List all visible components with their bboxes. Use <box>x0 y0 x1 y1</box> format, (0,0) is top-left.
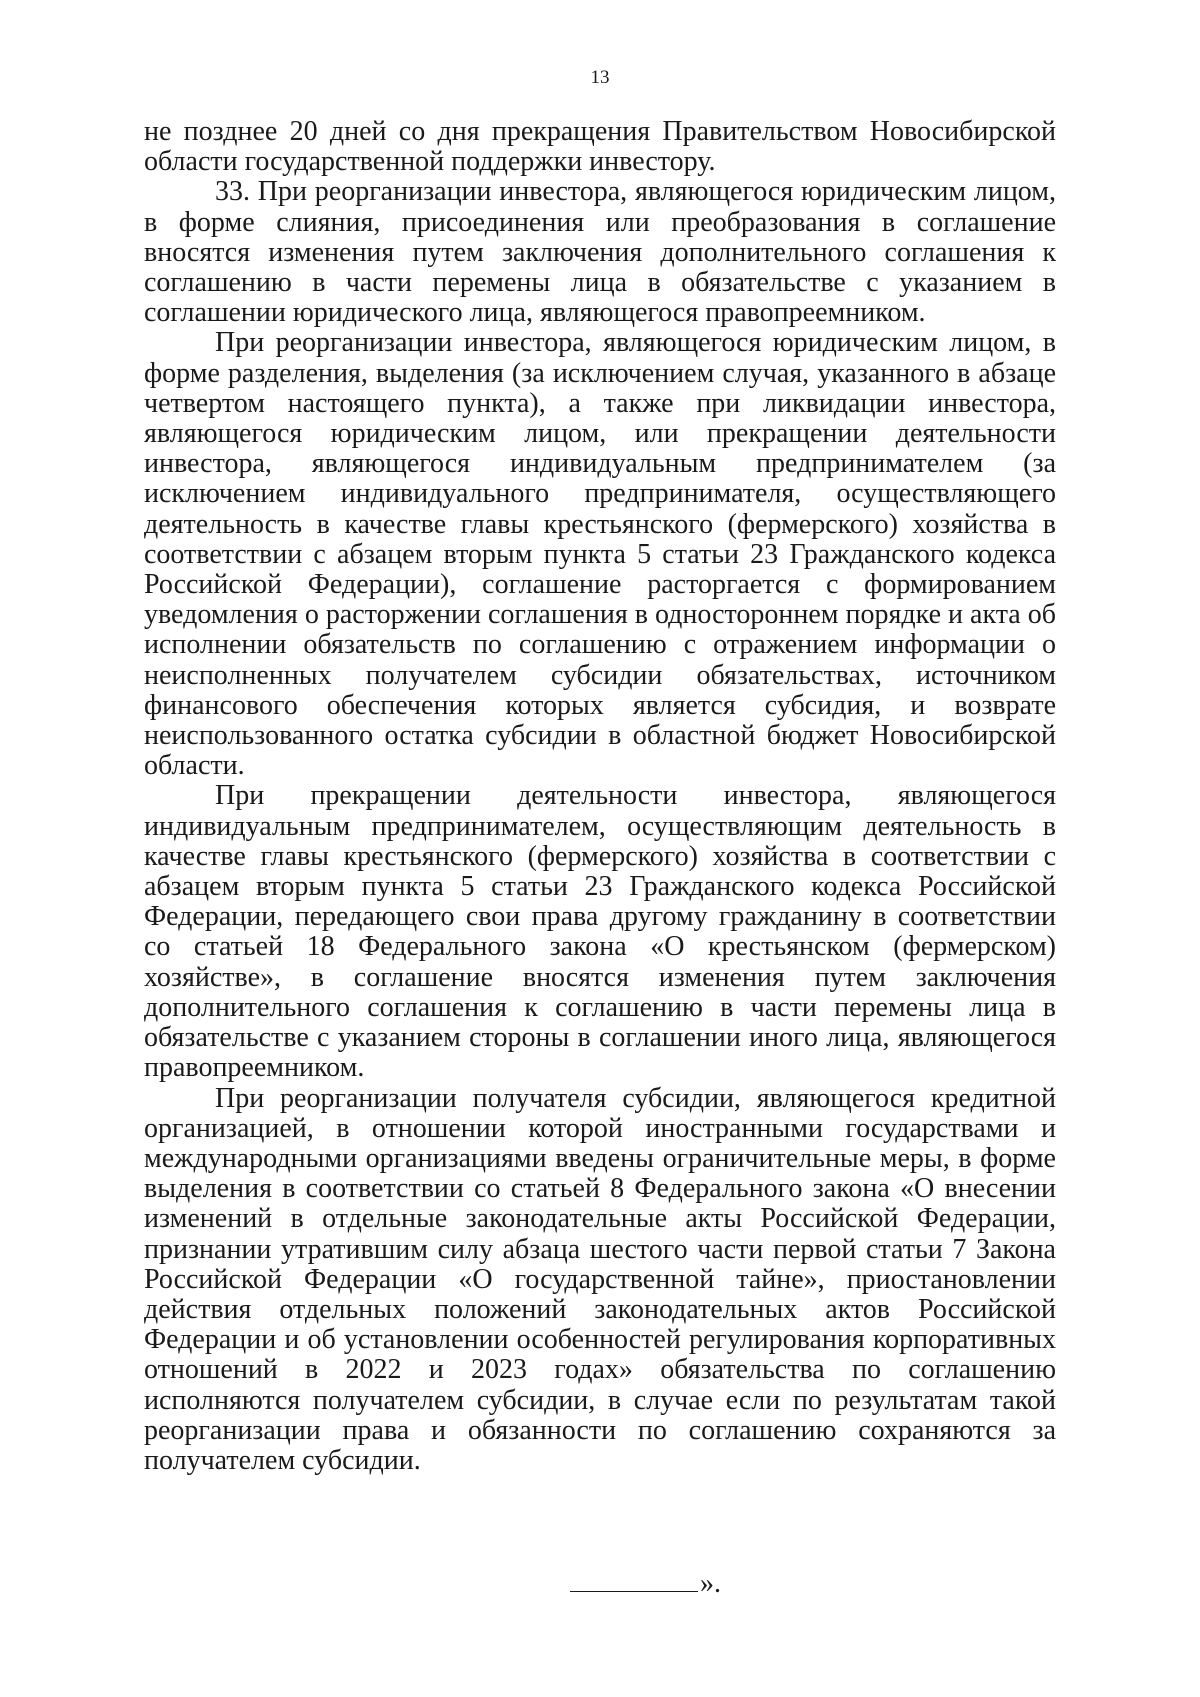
closing-quote: ». <box>700 1568 721 1599</box>
signature-blank-line <box>570 1567 698 1592</box>
paragraph-farm-succession: При прекращении деятельности инвестора, являющегося индивидуальным предпринимателем, осуществляющим деятельность в качестве главы крестьянского (фермерского) хозяйства в соответствии с абзацем вторым пункта 5 статьи 23 Гражданского кодекса Российской Федерации, передающего свои права другому гражданину в соответствии со статьей 18 Федерального закона «О крестьянском (фермерском) хозяйстве», в соглашение вносятся изменения путем заключения дополнительного соглашения к соглашению в части перемены лица в обязательстве с указанием стороны в соглашении иного лица, являющегося правопреемником. <box>144 780 1056 1084</box>
paragraph-termination: При реорганизации инвестора, являющегося юридическим лицом, в форме разделения, выделения (за исключением случая, указанного в абзаце четвертом настоящего пункта), а также при ликвидации инвестора, являющегося юридическим лицом, или прекращении деятельности инвестора, являющегося индивидуальным предпринимателем (за исключением индивидуального предпринимателя, осуществляющего деятельность в качестве главы крестьянского (фермерского) хозяйства в соответствии с абзацем вторым пункта 5 статьи 23 Гражданского кодекса Российской Федерации), соглашение расторгается с формированием уведомления о расторжении соглашения в одностороннем порядке и акта об исполнении обязательств по соглашению с отражением информации о неисполненных получателем субсидии обязательствах, источником финансового обеспечения которых является субсидия, и возврате неиспользованного остатка субсидии в областной бюджет Новосибирской области. <box>144 327 1056 782</box>
paragraph-credit-organization: При реорганизации получателя субсидии, являющегося кредитной организацией, в отношении которой иностранными государствами и международными организациями введены ограничительные меры, в форме выделения в соответствии со статьей 8 Федерального закона «О внесении изменений в отдельные законодательные акты Российской Федерации, признании утратившим силу абзаца шестого части первой статьи 7 Закона Российской Федерации «О государственной тайне», приостановлении действия отдельных положений законодательных актов Российской Федерации и об установлении особенностей регулирования корпоративных отношений в 2022 и 2023 годах» обязательства по соглашению исполняются получателем субсидии, в случае если по результатам такой реорганизации права и обязанности по соглашению сохраняются за получателем субсидии. <box>144 1082 1056 1476</box>
closing-mark <box>570 1567 721 1600</box>
document-body <box>144 117 1056 1476</box>
paragraph-continuation: не позднее 20 дней со дня прекращения Правительством Новосибирской области государственной поддержки инвестору. <box>144 116 1056 178</box>
paragraph-item-33: 33. При реорганизации инвестора, являющегося юридическим лицом, в форме слияния, присоединения или преобразования в соглашение вносятся изменения путем заключения дополнительного соглашения к соглашению в части перемены лица в обязательстве с указанием в соглашении юридического лица, являющегося правопреемником. <box>144 176 1056 329</box>
page-number: 13 <box>590 67 610 88</box>
